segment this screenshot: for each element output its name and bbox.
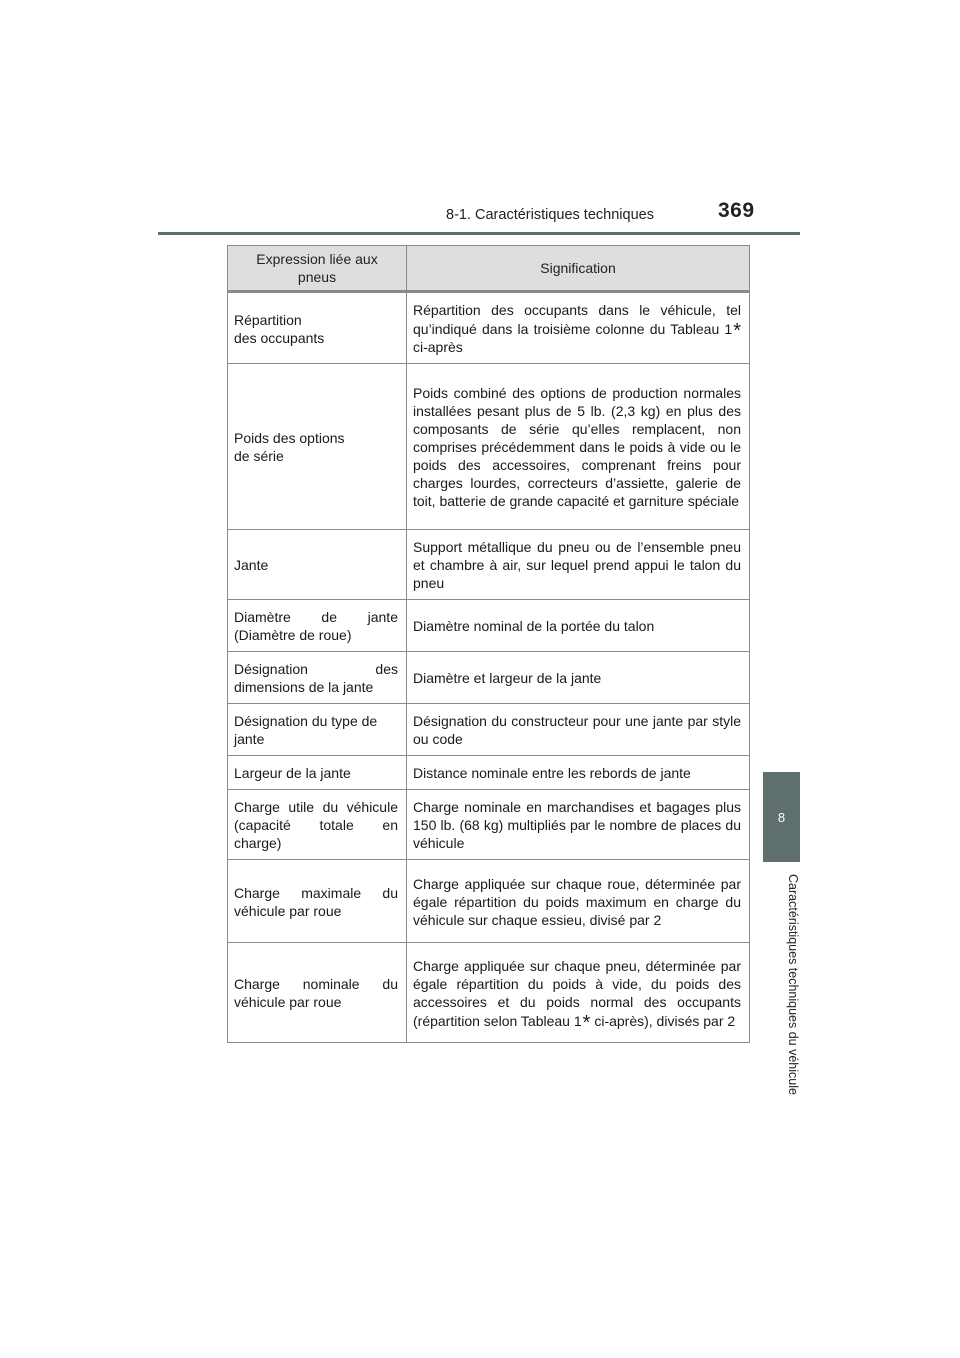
- meaning-cell: Poids combiné des options de production normales installées pesant plus de 5 lb. (2,3 kg) en plus des composants de série qu’elles remplacent, non comprises précédemment dans le poids à vide ou le poids des accessoires, comprenant freins pour charges lourdes, correcteurs d’assiette, galerie de toit, batterie de grande capacité et garniture spéciale: [407, 364, 750, 530]
- term-cell: [228, 292, 407, 364]
- tire-terms-table: [227, 245, 750, 1043]
- term-cell: Jante: [228, 530, 407, 600]
- page-number: 369: [718, 199, 755, 222]
- term-cell: [228, 364, 407, 530]
- meaning-cell: Charge nominale en marchandises et bagages plus 150 lb. (68 kg) multipliés par le nombre de places du véhicule: [407, 790, 750, 860]
- meaning-text: Répartition des occupants dans le véhicule, tel qu’indiqué dans la troisième colonne du Tableau 1: [413, 302, 741, 337]
- section-title: 8-1. Caractéristiques techniques: [446, 207, 654, 223]
- meaning-cell: Diamètre et largeur de la jante: [407, 652, 750, 704]
- meaning-cell: [407, 292, 750, 364]
- term-line2: des occupants: [234, 329, 325, 346]
- table-row: [228, 530, 750, 600]
- chapter-tab[interactable]: [763, 772, 800, 862]
- table-row: [228, 600, 750, 652]
- term-cell: Charge maximale du véhicule par roue: [228, 860, 407, 943]
- table-row: [228, 943, 750, 1043]
- table-row: [228, 704, 750, 756]
- term-cell: Charge utile du véhicule (capacité totale en charge): [228, 790, 407, 860]
- footnote-asterisk: *: [733, 320, 741, 342]
- term-cell: Diamètre de jante (Diamètre de roue): [228, 600, 407, 652]
- header-term-line1: Expression liée aux: [256, 251, 378, 267]
- header-meaning: Signification: [407, 246, 750, 292]
- term-cell: Charge nominale du véhicule par roue: [228, 943, 407, 1043]
- term-cell: Désignation des dimensions de la jante: [228, 652, 407, 704]
- table-row: [228, 790, 750, 860]
- term-cell: Désignation du type de jante: [228, 704, 407, 756]
- meaning-text-after: ci-après: [413, 339, 463, 355]
- chapter-side-title: Caractéristiques techniques du véhicule: [786, 873, 800, 1095]
- term-line1: Répartition: [234, 311, 302, 328]
- table-row: [228, 756, 750, 790]
- footnote-asterisk: *: [582, 1011, 591, 1034]
- table-header-row: [228, 246, 750, 292]
- meaning-text: Charge appliquée sur chaque pneu, déterminée par égale répartition du poids à vide, du poids des accessoires et du poids normal des occupants (répartition selon Tableau 1: [413, 957, 741, 1029]
- meaning-cell: Distance nominale entre les rebords de jante: [407, 756, 750, 790]
- table-row: [228, 292, 750, 364]
- meaning-text-after: ci-après), divisés par 2: [590, 1012, 736, 1029]
- term-line1: Poids des options: [234, 430, 345, 446]
- term-line2: de série: [234, 448, 284, 464]
- meaning-cell: Charge appliquée sur chaque roue, déterminée par égale répartition du poids maximum en charge du véhicule sur chaque essieu, divisé par 2: [407, 860, 750, 943]
- meaning-cell: [407, 943, 750, 1043]
- header-divider: [158, 232, 800, 235]
- table-row: [228, 364, 750, 530]
- term-cell: Largeur de la jante: [228, 756, 407, 790]
- meaning-cell: Support métallique du pneu ou de l’ensemble pneu et chambre à air, sur lequel prend appui le talon du pneu: [407, 530, 750, 600]
- meaning-cell: Diamètre nominal de la portée du talon: [407, 600, 750, 652]
- header-term-line2: pneus: [297, 269, 337, 285]
- meaning-cell: Désignation du constructeur pour une jante par style ou code: [407, 704, 750, 756]
- table-row: [228, 860, 750, 943]
- table-row: [228, 652, 750, 704]
- chapter-number: 8: [777, 809, 786, 825]
- header-term: [228, 246, 407, 292]
